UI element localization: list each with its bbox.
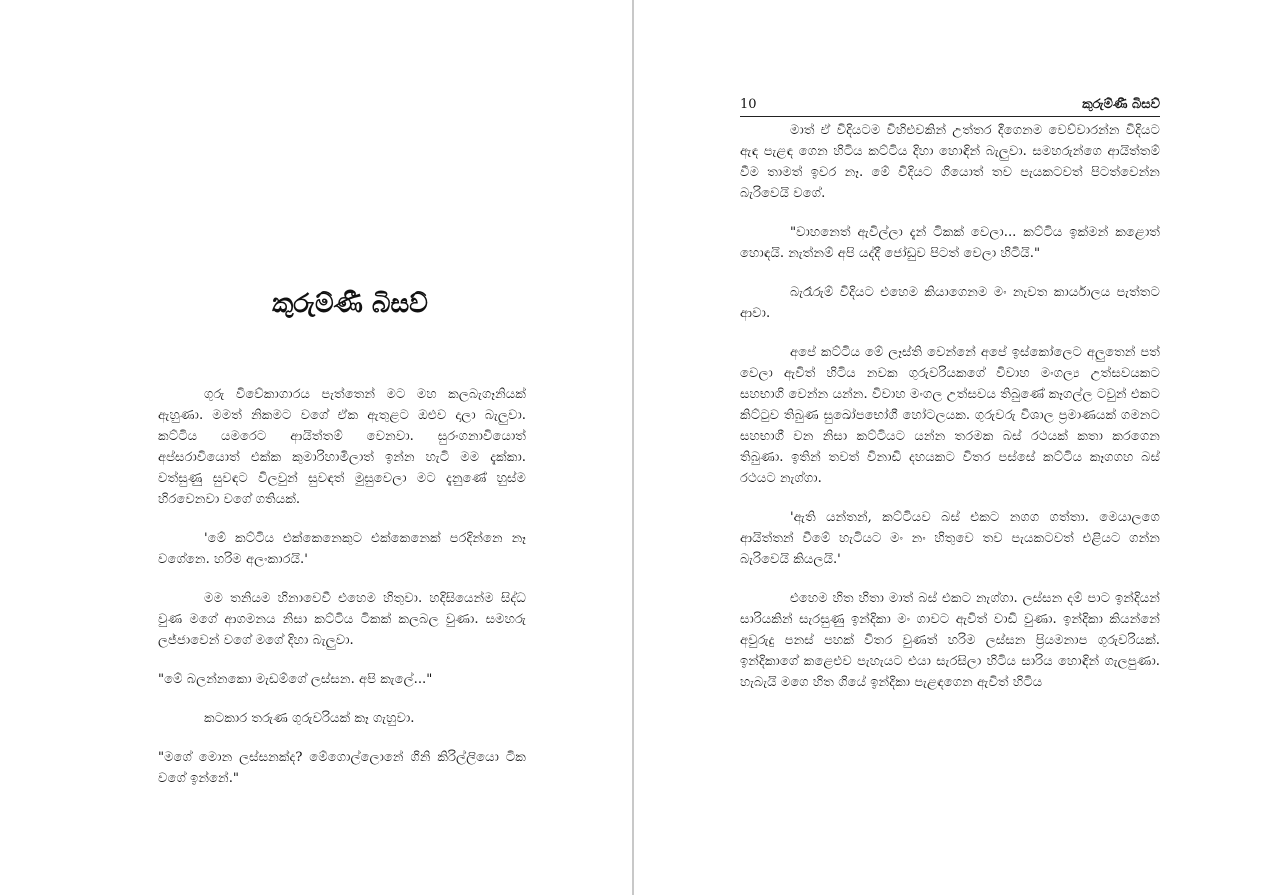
- book-gutter-divider: [632, 0, 634, 895]
- paragraph: අපේ කට්ටිය මේ ලෑස්ති වෙන්නේ අපේ ඉස්කෝලෙට අලුතෙන් පත් වෙලා ඇවිත් හිටිය නවක ගුරුවරියකගේ විවාහ මංගල්‍ය උත්සවයකට සහභාගි වෙන්න යන්න. විවාහ මංගල උත්සවය තිබුණේ කෑගල්ල ටවුන් එකට කිට්ටුව තිබුණ සුඛෝපභෝගී හෝටලයක. ගුරුවරු විශාල ප්‍රමාණයක් ගමනට සහභාගී වන නිසා කට්ටියට යන්න තරමක බස් රථයක් කතා කරගෙන තිබුණා. ඉතින් තවත් විනාඩි දහයකට විතර පස්සේ කට්ටිය කෑගගහ බස් රථයට නැග්ගා.: [740, 345, 1160, 486]
- paragraph: බැරෑරුම් විදියට එහෙම කියාගෙනම මං නැවත කාර්යාලය පැත්තට ආවා.: [740, 285, 1160, 321]
- running-header: [740, 94, 1160, 117]
- paragraph-quote: 'මේ කට්ටිය එක්කෙනෙකුට එක්කෙනෙක් පරදින්නෙ නෑ වගේනෙ. හරිම අලංකාරයි.': [158, 531, 526, 567]
- paragraph: මම තනියම හිනාවෙවී එහෙම හිතුවා. හදිසියෙන්ම සිද්ධ වුණ මගේ ආගමනය නිසා කට්ටිය ටිකක් කලබල වුණා. සමහරු ලජ්ජාවෙන් වගේ මගේ දිහා බැලුවා.: [158, 591, 526, 648]
- paragraph-quote: "මේ බලන්නකො මැඩම්ගේ ලස්සන. අපි කැලේ...": [158, 672, 433, 687]
- paragraph: ගුරු විවේකාගාරය පැත්තෙන් මට මහ කලබැගෑනියක් ඇහුණා. මමත් නිකමට වගේ ඒක ඇතුළට ඔළුව දාලා බැලුවා. කට්ටිය යමරෙට ආයිත්තම් වෙනවා. සුරංගනාවියොත් අප්සරාවියොත් එක්ක කුමාරිහාමිලාත් ඉන්න හැටි මම දැක්කා. වත්සුණු සුවඳට විලවුන් සුවඳත් මුසුවෙලා මට දැනුණේ හුස්ම හිරවෙනවා වගේ ගතියක්.: [158, 387, 526, 507]
- paragraph: එහෙම හිත හිතා මාත් බස් එකට නැග්ගා. ලස්සන දම් පාට ඉන්දියන් සාරියකින් සැරසුණු ඉන්දිකා මං ගාවට ඇවිත් වාඩි වුණා. ඉන්දිකා කියන්නේ අවුරුදු පනස් පහක් විතර වුණත් හරිම ලස්සන ප්‍රියමනාප ගුරුවරියක්. ඉන්දිකාගේ කළෙළුව පැහැයට එයා සැරසිලා හිටිය සාරිය හොඳින් ගැලපුණා. හැබැයි මගෙ හිත ගියේ ඉන්දිකා පැළඳගෙන ඇවිත් හිටිය: [740, 591, 1160, 690]
- page-number: 10: [740, 97, 757, 112]
- paragraph-quote: 'ඇති යන්තන්, කට්ටියව බස් එකට නගග ගත්තා. මෙයාලගෙ ආයිත්තන් වීමේ හැටියට මං නං හිතුවෙ තව පැයකටවත් එළියට ගන්න බැරිවෙයි කියලයි.': [740, 510, 1160, 567]
- right-page-body: [740, 120, 1160, 711]
- paragraph-quote: "මගේ මොන ලස්සනක්ද? මේගොල්ලොනේ ගිනි කිරිල්ලියො ටික වගේ ඉන්නේ.": [158, 750, 526, 786]
- paragraph-quote: "වාහනෙත් ඇවිල්ලා දැන් ටිකක් වෙලා... කට්ටිය ඉක්මන් කළොත් හොඳයි. නැත්නම් අපි යද්දී ජෝඩුව පිටත් වෙලා හිටියි.": [740, 225, 1160, 261]
- chapter-title: කුරුම්ණී බිසව්: [272, 289, 428, 319]
- running-title: කුරුම්ණී බිසව්: [1082, 97, 1160, 112]
- paragraph: කටකාර තරුණ ගුරුවරියක් කෑ ගැහුවා.: [204, 711, 415, 726]
- paragraph: මාත් ඒ විදියටම විහිළුවකින් උත්තර දීගෙනම වෙව්වාරන්න විදියට ඇඳ පැළඳ ගෙන හිටිය කට්ටිය දිහා හොඳින් බැලුවා. සමහරුන්ගෙ ආයිත්තම් වීම තාමත් ඉවර නෑ. මේ විදියට ගියොත් තව පැයකටවත් පිටත්වෙන්න බැරිවෙයි වගේ.: [740, 123, 1160, 201]
- left-page-body: [158, 384, 526, 807]
